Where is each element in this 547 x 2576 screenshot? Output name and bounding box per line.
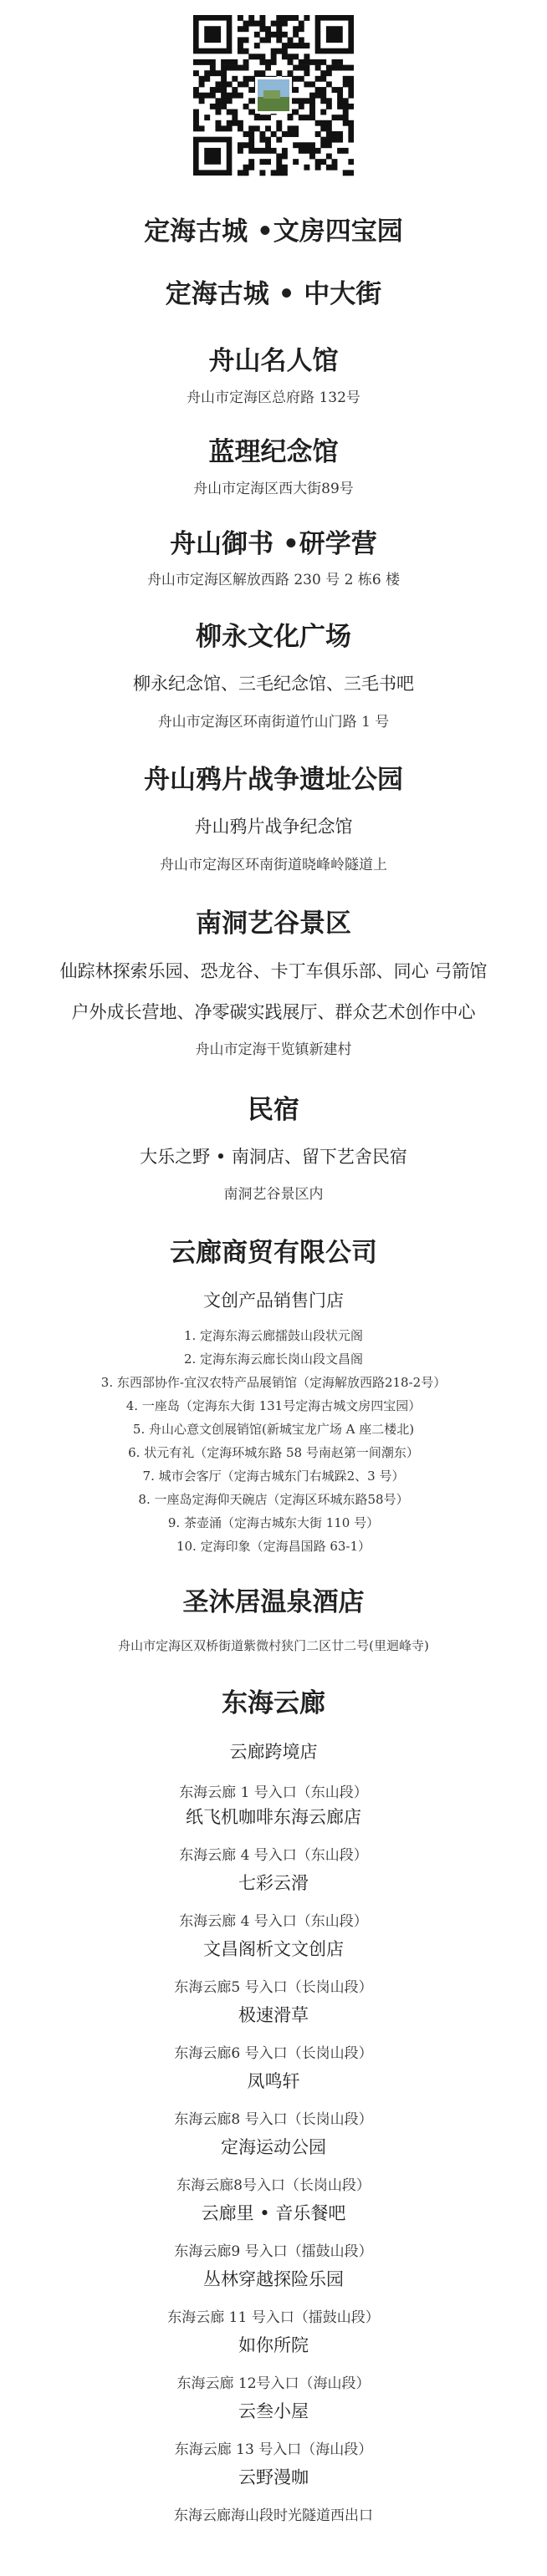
section-title-lanli: 蓝理纪念馆 bbox=[208, 437, 339, 467]
subtitle-liuyong: 柳永纪念馆、三毛纪念馆、三毛书吧 bbox=[133, 674, 414, 694]
yunlang-venue-location: 东海云廊 1 号入口（东山段） bbox=[179, 1784, 368, 1801]
address-minsu: 南洞艺谷景区内 bbox=[223, 1186, 324, 1203]
yunlang-venue-name: 云廊里 • 音乐餐吧 bbox=[201, 2203, 346, 2223]
address-liuyong: 舟山市定海区环南街道竹山门路 1 号 bbox=[157, 714, 390, 731]
nandong-attractions-line2: 户外成长营地、净零碳实践展厅、群众艺术创作中心 bbox=[71, 1002, 476, 1022]
store-list-item: 4. 一座岛（定海东大街 131号定海古城文房四宝园） bbox=[125, 1398, 422, 1413]
yunlang-venue-location: 东海云廊9 号入口（擂鼓山段） bbox=[174, 2243, 373, 2260]
section-title-mingrenguan: 舟山名人馆 bbox=[208, 346, 339, 376]
yunlang-venue-location: 东海云廊 13 号入口（海山段） bbox=[174, 2441, 373, 2458]
store-list-item: 3. 东西部协作-宜汉农特产品展销馆（定海解放西路218-2号） bbox=[100, 1375, 447, 1390]
address-nandong: 舟山市定海干览镇新建村 bbox=[195, 1041, 352, 1058]
address-mingrenguan: 舟山市定海区总府路 132号 bbox=[187, 389, 360, 406]
yunlang-venue-location: 东海云廊5 号入口（长岗山段） bbox=[174, 1979, 373, 1996]
store-list-item: 1. 定海东海云廊擂鼓山段状元阁 bbox=[183, 1328, 364, 1343]
section-title-wenfang: 定海古城 •文房四宝园 bbox=[144, 216, 403, 247]
address-lanli: 舟山市定海区西大街89号 bbox=[193, 481, 354, 497]
section-title-donghai-yunlang: 东海云廊 bbox=[222, 1688, 325, 1718]
yunlang-venue-location: 东海云廊海山段时光隧道西出口 bbox=[174, 2507, 373, 2524]
yunlang-venue-name: 云野漫咖 bbox=[238, 2467, 309, 2487]
yunlang-venue-name: 云廊跨境店 bbox=[229, 1742, 318, 1762]
store-list-item: 10. 定海印象（定海昌国路 63-1） bbox=[176, 1539, 371, 1554]
yunlang-venue-name: 云叁小屋 bbox=[238, 2401, 309, 2421]
yunlang-venue-name: 定海运动公园 bbox=[221, 2137, 326, 2157]
store-list-item: 9. 茶壶涌（定海古城东大街 110 号） bbox=[167, 1515, 380, 1530]
address-shengmuju: 舟山市定海区双桥街道紫微村狭门二区廿二号(里迴峰寺) bbox=[118, 1638, 429, 1653]
section-title-nandong: 南洞艺谷景区 bbox=[196, 909, 351, 939]
yunlang-venue-name: 丛林穿越探险乐园 bbox=[203, 2269, 344, 2289]
section-title-minsu: 民宿 bbox=[248, 1095, 299, 1125]
section-title-yapian: 舟山鸦片战争遗址公园 bbox=[144, 765, 403, 795]
section-title-yushu: 舟山御书 •研学营 bbox=[170, 529, 377, 559]
yunlang-venue-location: 东海云廊 11 号入口（擂鼓山段） bbox=[167, 2309, 380, 2326]
subtitle-minsu: 大乐之野 • 南洞店、留下艺舍民宿 bbox=[140, 1147, 407, 1167]
yunlang-venue-location: 东海云廊8 号入口（长岗山段） bbox=[174, 2111, 373, 2128]
qr-code-graphic bbox=[193, 7, 354, 184]
section-title-yunlang-company: 云廊商贸有限公司 bbox=[170, 1238, 377, 1268]
yunlang-venue-location: 东海云廊8号入口（长岗山段） bbox=[176, 2177, 371, 2194]
store-list-item: 5. 舟山心意文创展销馆(新城宝龙广场 A 座二楼北) bbox=[132, 1422, 415, 1437]
store-list-item: 8. 一座岛定海仰天碗店（定海区环城东路58号） bbox=[138, 1492, 409, 1507]
store-list-item: 6. 状元有礼（定海环城东路 58 号南赵第一间潮东） bbox=[128, 1445, 419, 1460]
subtitle-yapian: 舟山鸦片战争纪念馆 bbox=[194, 817, 353, 837]
address-yushu: 舟山市定海区解放西路 230 号 2 栋6 楼 bbox=[146, 572, 401, 588]
address-yapian: 舟山市定海区环南街道晓峰岭隧道上 bbox=[160, 857, 387, 873]
yunlang-venue-location: 东海云廊 12号入口（海山段） bbox=[176, 2375, 371, 2392]
yunlang-venue-name: 极速滑草 bbox=[238, 2005, 309, 2025]
yunlang-venue-name: 文昌阁析文文创店 bbox=[203, 1939, 344, 1959]
yunlang-venue-name: 凤鸣轩 bbox=[247, 2071, 300, 2091]
store-list-item: 7. 城市会客厅（定海古城东门右城跺2、3 号） bbox=[142, 1469, 405, 1484]
section-title-zhongdajie: 定海古城 • 中大街 bbox=[165, 279, 382, 309]
section-title-liuyong: 柳永文化广场 bbox=[196, 622, 351, 652]
store-list-item: 2. 定海东海云廊长岗山段文昌阁 bbox=[183, 1352, 364, 1367]
nandong-attractions-line1: 仙踪林探索乐园、恐龙谷、卡丁车俱乐部、同心 弓箭馆 bbox=[59, 961, 488, 981]
yunlang-venue-location: 东海云廊 4 号入口（东山段） bbox=[179, 1847, 368, 1864]
section-title-shengmuju: 圣沐居温泉酒店 bbox=[182, 1587, 365, 1617]
yunlang-venue-location: 东海云廊 4 号入口（东山段） bbox=[179, 1913, 368, 1930]
yunlang-venue-location: 东海云廊6 号入口（长岗山段） bbox=[174, 2045, 373, 2062]
yunlang-venue-name: 如你所院 bbox=[238, 2335, 309, 2355]
yunlang-venue-name: 纸飞机咖啡东海云廊店 bbox=[186, 1807, 361, 1827]
subtitle-stores: 文创产品销售门店 bbox=[203, 1291, 344, 1311]
qr-code bbox=[193, 7, 354, 184]
yunlang-venue-name: 七彩云滑 bbox=[238, 1873, 309, 1893]
